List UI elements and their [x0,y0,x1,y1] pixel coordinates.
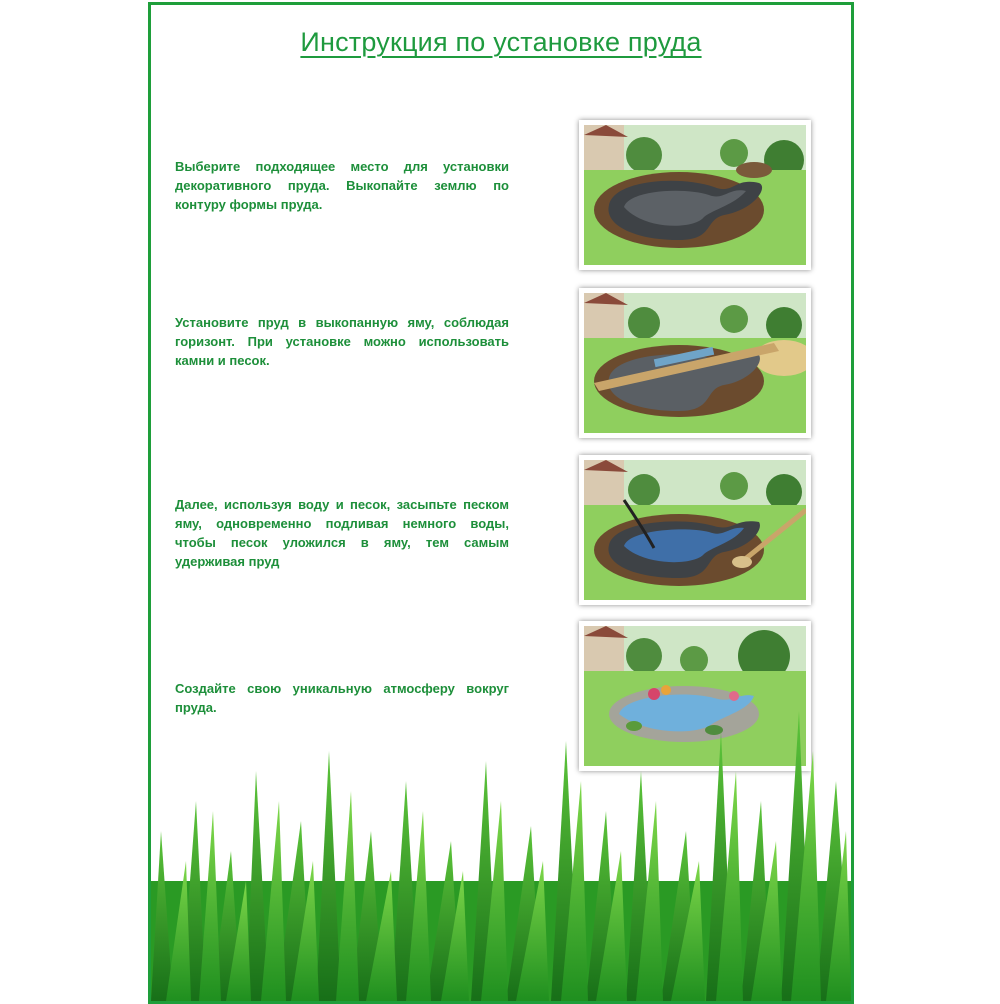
step-3-illustration [579,455,811,605]
step-3-text: Далее, используя воду и песок, засыпьте песком яму, одновременно подливая немного воды, чтобы песок уложился в яму, тем самым удерживая пруд [175,497,509,569]
grass-decoration [151,711,851,1001]
step-2-text: Установите пруд в выкопанную яму, соблюдая горизонт. При установке можно использовать камни и песок. [175,315,509,368]
step-2-illustration [579,288,811,438]
page-title: Инструкция по установке пруда [300,27,702,57]
step-1-illustration [579,120,811,270]
instruction-sheet [148,2,854,1004]
step-4-text: Создайте свою уникальную атмосферу вокруг пруда. [175,681,509,715]
step-1-text: Выберите подходящее место для установки декоративного пруда. Выкопайте землю по контуру формы пруда. [175,159,509,212]
